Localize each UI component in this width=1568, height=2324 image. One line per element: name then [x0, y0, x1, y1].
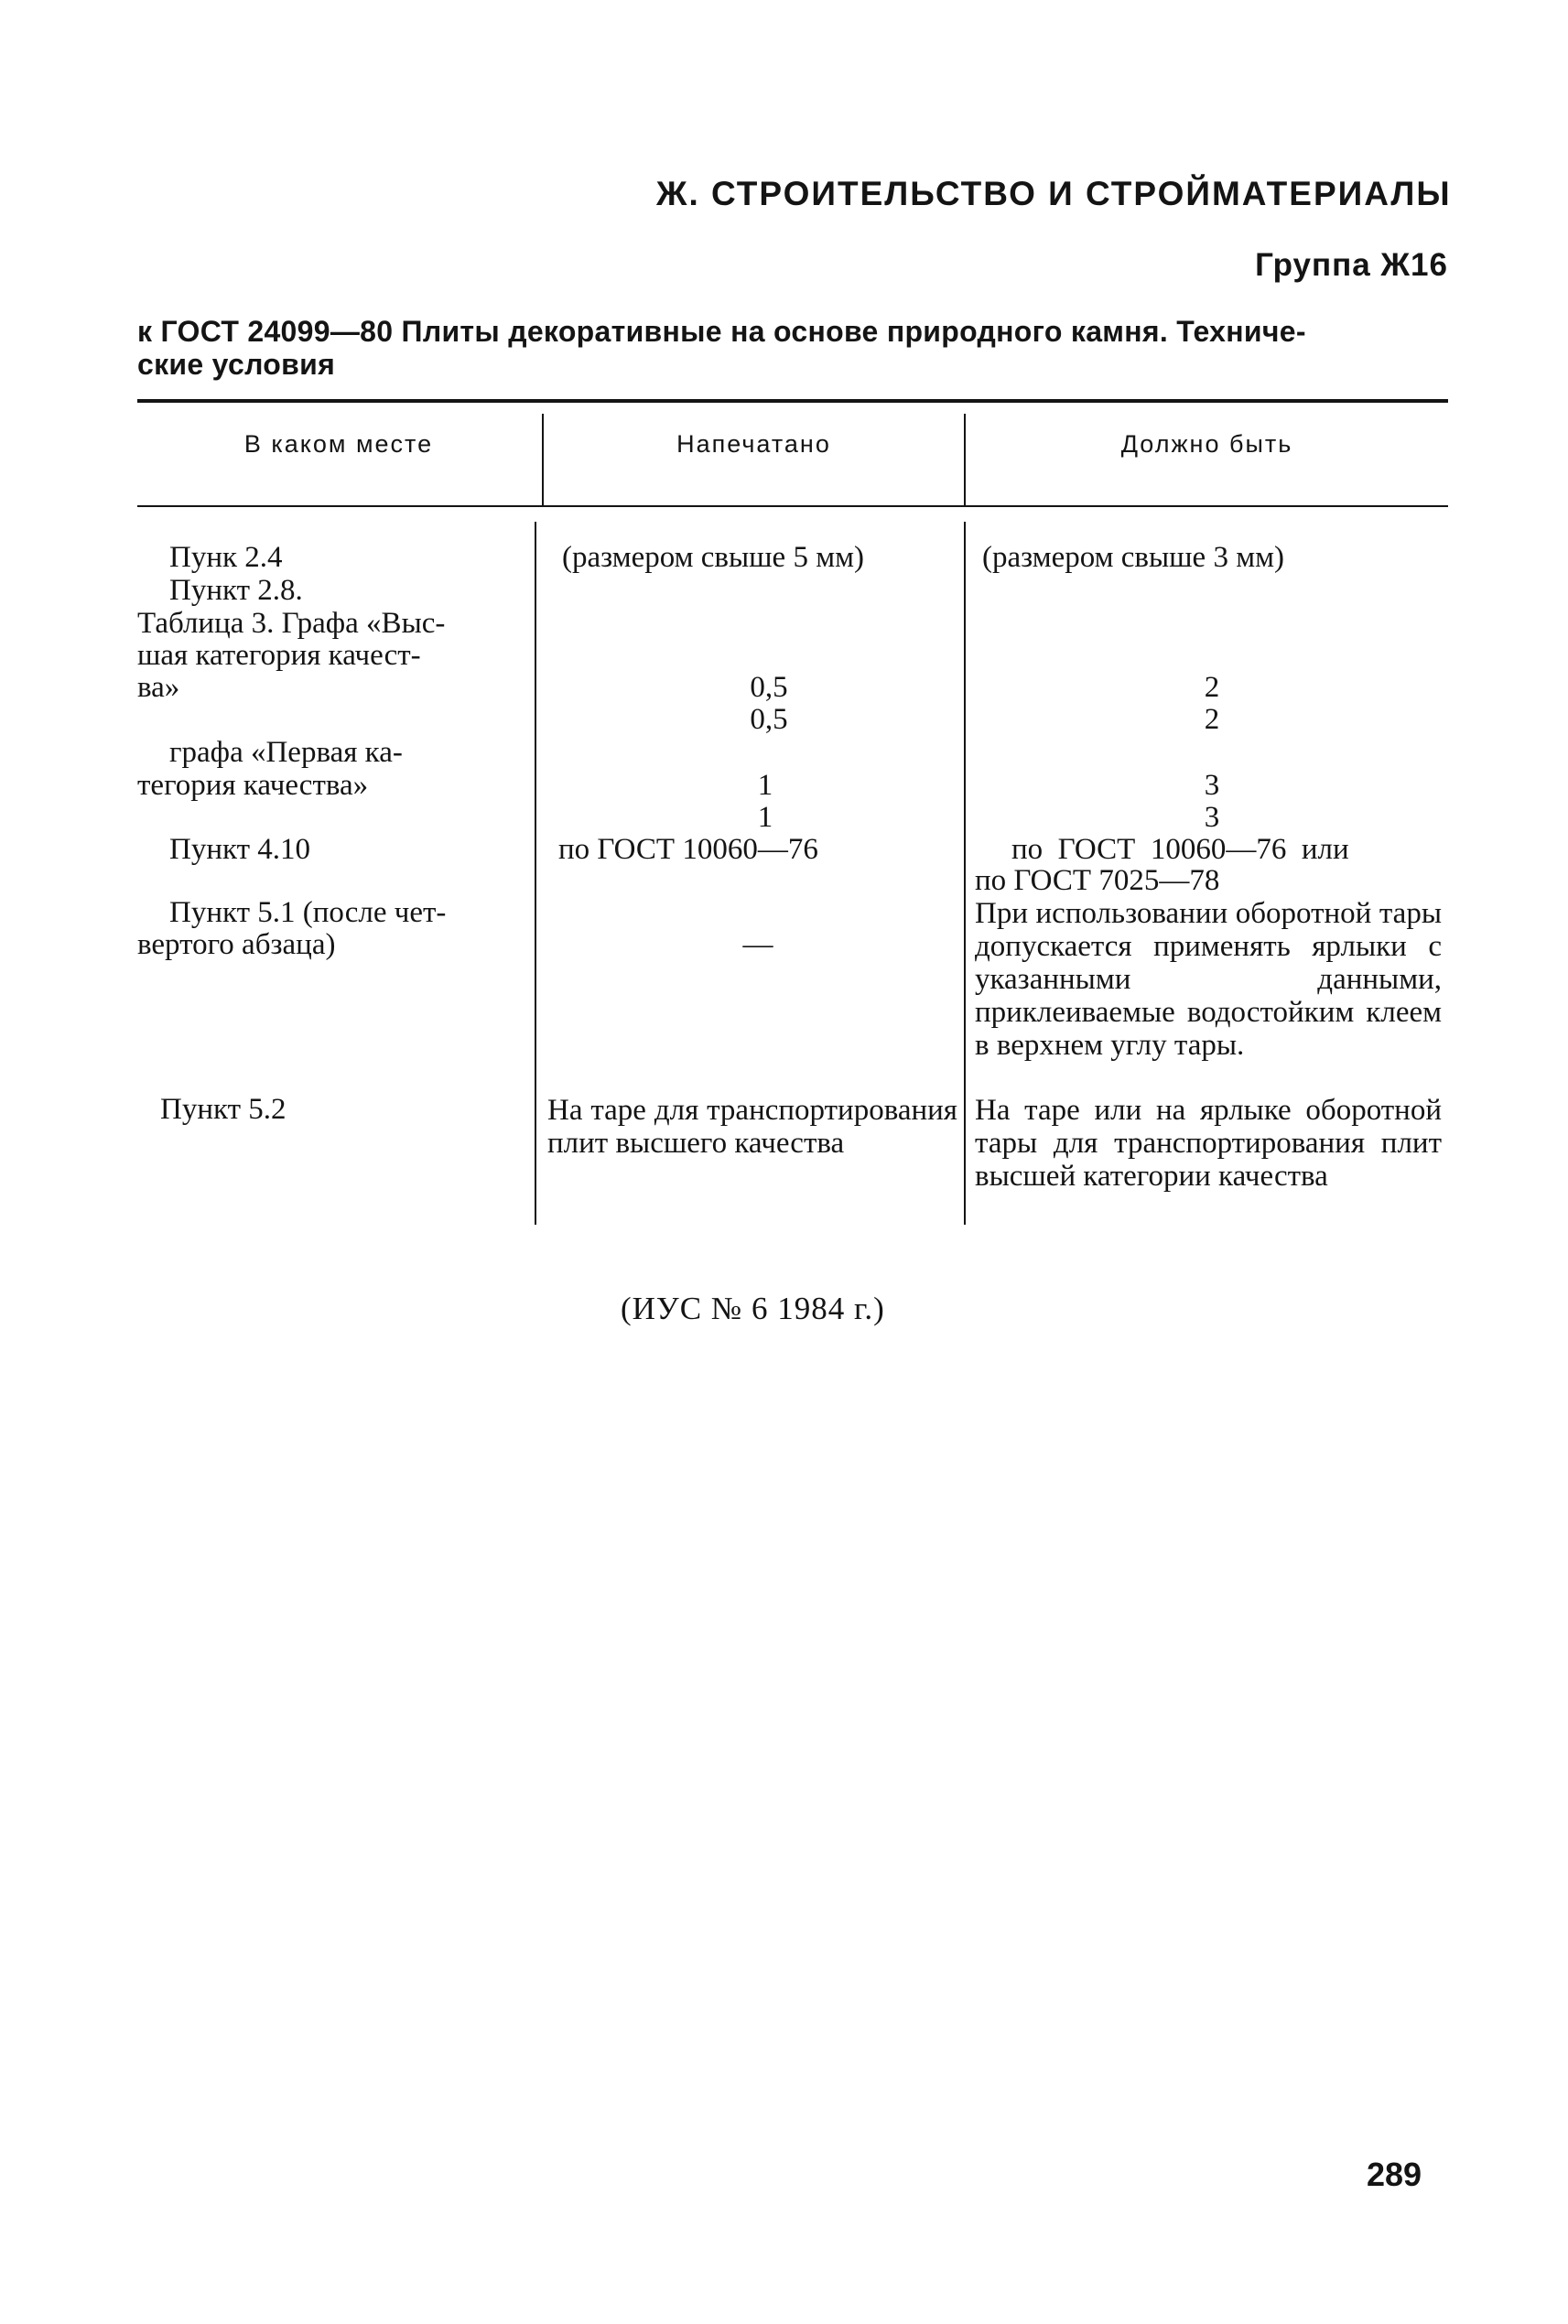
- body-divider-1: [535, 522, 536, 1225]
- row6-should-be: При использовании оборотной тары допускается применять ярлыки с указанными данными, приклеиваемые водостойким клеем в верхнем углу тары.: [975, 897, 1442, 1062]
- row4-printed-value-2: 1: [757, 801, 773, 834]
- row4-place-line-1: графа «Первая ка-: [169, 736, 403, 769]
- header-printed: Напечатано: [676, 430, 831, 458]
- row1-printed: (размером свыше 5 мм): [562, 541, 864, 574]
- row4-should-be-value-1: 3: [1204, 769, 1220, 802]
- document-reference-line-1: к ГОСТ 24099—80 Плиты декоративные на основе природного камня. Техниче-: [137, 315, 1306, 348]
- row5-should-be-line-1: по ГОСТ 10060—76 или: [1011, 833, 1349, 866]
- row5-place: Пункт 4.10: [169, 833, 311, 866]
- row3-should-be-value-1: 2: [1204, 671, 1220, 704]
- row3-printed-value-1: 0,5: [750, 671, 788, 704]
- row3-place-line-1: Таблица 3. Графа «Выс-: [137, 607, 446, 640]
- header-bottom-rule: [137, 505, 1448, 507]
- row2-place: Пункт 2.8.: [169, 574, 303, 607]
- row4-place-line-2: тегория качества»: [137, 769, 369, 802]
- row7-place: Пункт 5.2: [160, 1093, 287, 1126]
- row4-printed-value-1: 1: [757, 769, 773, 802]
- row6-place-line-2: вертого абзаца): [137, 928, 336, 961]
- page-number: 289: [1367, 2156, 1422, 2193]
- row6-place-line-1: Пункт 5.1 (после чет-: [169, 896, 447, 929]
- row3-place-line-3: ва»: [137, 671, 180, 704]
- document-reference-line-2: ские условия: [137, 348, 336, 381]
- row3-place-line-2: шая категория качест-: [137, 639, 421, 672]
- row5-should-be-line-2: по ГОСТ 7025—78: [975, 864, 1220, 897]
- row6-printed-dash: —: [742, 928, 773, 961]
- footer-note: (ИУС № 6 1984 г.): [621, 1291, 885, 1326]
- document-reference: [137, 315, 1448, 381]
- row7-printed: На таре для транспортирования плит высшего качества: [547, 1094, 957, 1160]
- column-divider-1: [542, 414, 544, 505]
- header-place: В каком месте: [243, 430, 434, 458]
- row4-should-be-value-2: 3: [1204, 801, 1220, 834]
- row5-printed: по ГОСТ 10060—76: [558, 833, 818, 866]
- column-divider-2: [964, 414, 966, 505]
- row3-should-be-value-2: 2: [1204, 703, 1220, 736]
- section-title: Ж. СТРОИТЕЛЬСТВО И СТРОЙМАТЕРИАЛЫ: [656, 175, 1452, 212]
- row7-should-be: На таре или на ярлыке оборотной тары для транспортирования плит высшей категории качества: [975, 1094, 1442, 1193]
- row1-should-be: (размером свыше 3 мм): [982, 541, 1284, 574]
- header-should-be: Должно быть: [1120, 430, 1293, 458]
- body-divider-2: [964, 522, 966, 1225]
- row3-printed-value-2: 0,5: [750, 703, 788, 736]
- row1-place: Пунк 2.4: [169, 541, 283, 574]
- table-top-rule: [137, 399, 1448, 403]
- group-label: Группа Ж16: [1255, 247, 1448, 283]
